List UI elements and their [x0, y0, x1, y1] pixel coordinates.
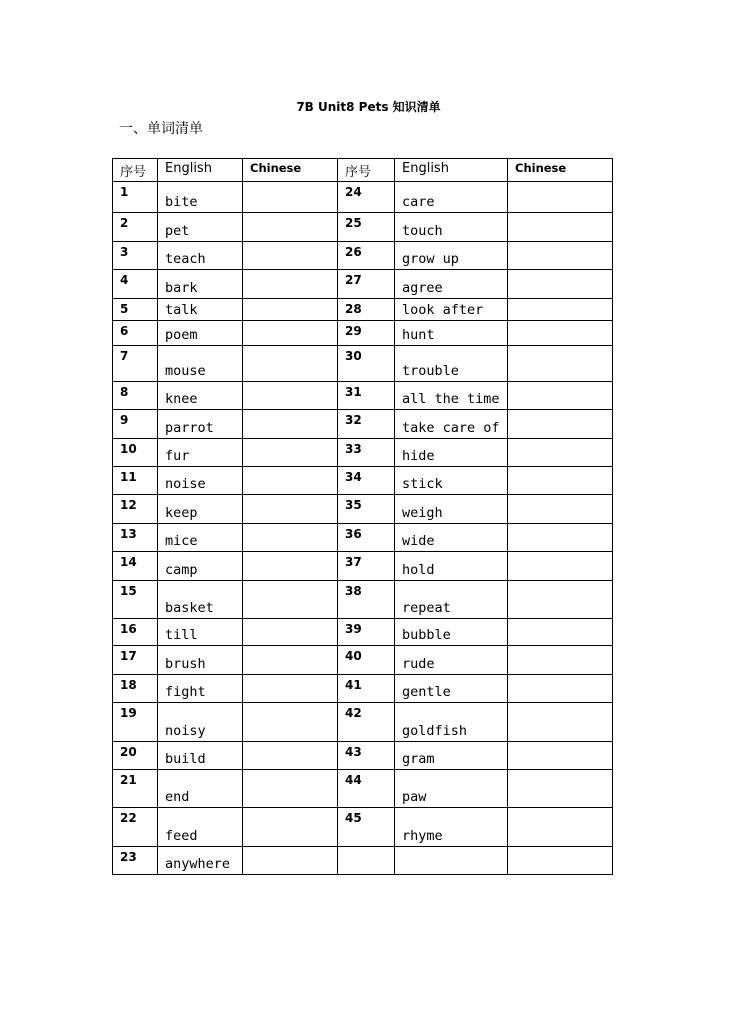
- chinese-blank-left: [243, 524, 338, 552]
- chinese-blank-right: [508, 675, 613, 703]
- chinese-blank-right: [508, 581, 613, 619]
- row-number-left: 23: [113, 847, 158, 875]
- english-word-right: bubble: [395, 619, 508, 646]
- table-row: [113, 675, 613, 703]
- english-word-right: hide: [395, 439, 508, 467]
- table-row: [113, 646, 613, 675]
- table-row: [113, 346, 613, 382]
- chinese-blank-left: [243, 346, 338, 382]
- english-word-right: hold: [395, 552, 508, 581]
- table-row: [113, 299, 613, 321]
- chinese-blank-left: [243, 382, 338, 410]
- row-number-left: 17: [113, 646, 158, 675]
- chinese-blank-left: [243, 646, 338, 675]
- row-number-left: 1: [113, 182, 158, 213]
- row-number-left: 11: [113, 467, 158, 495]
- row-number-right: 28: [338, 299, 395, 321]
- row-number-right: 25: [338, 213, 395, 242]
- english-word-left: camp: [158, 552, 243, 581]
- row-number-left: 9: [113, 410, 158, 439]
- table-row: [113, 213, 613, 242]
- english-word-left: build: [158, 742, 243, 770]
- english-word-left: end: [158, 770, 243, 808]
- chinese-blank-right: [508, 703, 613, 742]
- english-word-right: agree: [395, 270, 508, 299]
- chinese-blank-left: [243, 770, 338, 808]
- row-number-right: 32: [338, 410, 395, 439]
- chinese-blank-right: [508, 808, 613, 847]
- row-number-left: 10: [113, 439, 158, 467]
- header-chinese-left: Chinese: [243, 159, 338, 182]
- english-word-left: parrot: [158, 410, 243, 439]
- table-row: [113, 770, 613, 808]
- table-row: [113, 182, 613, 213]
- english-word-left: fight: [158, 675, 243, 703]
- header-index-right: 序号: [338, 159, 395, 182]
- chinese-blank-left: [243, 742, 338, 770]
- row-number-left: 2: [113, 213, 158, 242]
- row-number-right: 24: [338, 182, 395, 213]
- chinese-blank-left: [243, 581, 338, 619]
- table-row: [113, 808, 613, 847]
- chinese-blank-right: [508, 552, 613, 581]
- chinese-blank-left: [243, 182, 338, 213]
- english-word-left: till: [158, 619, 243, 646]
- row-number-right: 43: [338, 742, 395, 770]
- english-word-right: grow up: [395, 242, 508, 270]
- english-word-right: look after: [395, 299, 508, 321]
- chinese-blank-right: [508, 439, 613, 467]
- table-row: [113, 270, 613, 299]
- table-row: [113, 619, 613, 646]
- chinese-blank-left: [243, 299, 338, 321]
- chinese-blank-right: [508, 346, 613, 382]
- english-word-left: teach: [158, 242, 243, 270]
- english-word-left: basket: [158, 581, 243, 619]
- row-number-right: 30: [338, 346, 395, 382]
- row-number-left: 6: [113, 321, 158, 346]
- chinese-blank-right: [508, 847, 613, 875]
- chinese-blank-left: [243, 213, 338, 242]
- row-number-left: 15: [113, 581, 158, 619]
- chinese-blank-left: [243, 467, 338, 495]
- row-number-left: 8: [113, 382, 158, 410]
- chinese-blank-left: [243, 439, 338, 467]
- row-number-left: 16: [113, 619, 158, 646]
- header-english-left: English: [158, 159, 243, 182]
- row-number-left: 22: [113, 808, 158, 847]
- english-word-left: knee: [158, 382, 243, 410]
- row-number-right: 45: [338, 808, 395, 847]
- row-number-left: 5: [113, 299, 158, 321]
- english-word-right: trouble: [395, 346, 508, 382]
- english-word-right: weigh: [395, 495, 508, 524]
- english-word-left: pet: [158, 213, 243, 242]
- chinese-blank-left: [243, 242, 338, 270]
- table-row: [113, 495, 613, 524]
- row-number-right: 29: [338, 321, 395, 346]
- english-word-left: anywhere: [158, 847, 243, 875]
- chinese-blank-right: [508, 242, 613, 270]
- english-word-left: feed: [158, 808, 243, 847]
- chinese-blank-right: [508, 646, 613, 675]
- chinese-blank-left: [243, 321, 338, 346]
- row-number-right: 34: [338, 467, 395, 495]
- english-word-right: gentle: [395, 675, 508, 703]
- row-number-right: 41: [338, 675, 395, 703]
- english-word-left: talk: [158, 299, 243, 321]
- english-word-left: brush: [158, 646, 243, 675]
- row-number-left: 14: [113, 552, 158, 581]
- table-row: [113, 439, 613, 467]
- row-number-left: 7: [113, 346, 158, 382]
- chinese-blank-right: [508, 299, 613, 321]
- chinese-blank-left: [243, 808, 338, 847]
- chinese-blank-right: [508, 382, 613, 410]
- table-row: [113, 382, 613, 410]
- english-word-right: wide: [395, 524, 508, 552]
- chinese-blank-left: [243, 847, 338, 875]
- row-number-left: 19: [113, 703, 158, 742]
- english-word-right: touch: [395, 213, 508, 242]
- english-word-left: fur: [158, 439, 243, 467]
- english-word-right: goldfish: [395, 703, 508, 742]
- table-header-row: [113, 159, 613, 182]
- table-row: [113, 742, 613, 770]
- english-word-right: paw: [395, 770, 508, 808]
- chinese-blank-right: [508, 270, 613, 299]
- header-index-left: 序号: [113, 159, 158, 182]
- row-number-left: 4: [113, 270, 158, 299]
- english-word-right: all the time: [395, 382, 508, 410]
- vocabulary-table: [112, 158, 613, 875]
- table-row: [113, 847, 613, 875]
- english-word-left: noise: [158, 467, 243, 495]
- table-row: [113, 242, 613, 270]
- chinese-blank-left: [243, 495, 338, 524]
- section-heading: 一、单词清单: [119, 121, 203, 137]
- row-number-right: 44: [338, 770, 395, 808]
- table-row: [113, 552, 613, 581]
- chinese-blank-left: [243, 675, 338, 703]
- english-word-right: rhyme: [395, 808, 508, 847]
- row-number-left: 3: [113, 242, 158, 270]
- english-word-left: mouse: [158, 346, 243, 382]
- chinese-blank-right: [508, 182, 613, 213]
- row-number-right: [338, 847, 395, 875]
- english-word-right: repeat: [395, 581, 508, 619]
- english-word-right: [395, 847, 508, 875]
- table-row: [113, 321, 613, 346]
- row-number-right: 38: [338, 581, 395, 619]
- table-row: [113, 524, 613, 552]
- english-word-left: bite: [158, 182, 243, 213]
- chinese-blank-right: [508, 410, 613, 439]
- english-word-left: keep: [158, 495, 243, 524]
- chinese-blank-right: [508, 495, 613, 524]
- chinese-blank-right: [508, 321, 613, 346]
- row-number-right: 39: [338, 619, 395, 646]
- row-number-right: 42: [338, 703, 395, 742]
- table-row: [113, 467, 613, 495]
- chinese-blank-left: [243, 619, 338, 646]
- row-number-right: 40: [338, 646, 395, 675]
- english-word-left: noisy: [158, 703, 243, 742]
- header-english-right: English: [395, 159, 508, 182]
- row-number-right: 27: [338, 270, 395, 299]
- row-number-right: 33: [338, 439, 395, 467]
- english-word-left: poem: [158, 321, 243, 346]
- chinese-blank-right: [508, 619, 613, 646]
- chinese-blank-right: [508, 213, 613, 242]
- row-number-left: 12: [113, 495, 158, 524]
- row-number-right: 36: [338, 524, 395, 552]
- english-word-left: bark: [158, 270, 243, 299]
- row-number-right: 35: [338, 495, 395, 524]
- table-row: [113, 703, 613, 742]
- table-row: [113, 410, 613, 439]
- chinese-blank-left: [243, 410, 338, 439]
- row-number-right: 37: [338, 552, 395, 581]
- english-word-right: stick: [395, 467, 508, 495]
- header-chinese-right: Chinese: [508, 159, 613, 182]
- english-word-right: care: [395, 182, 508, 213]
- english-word-right: rude: [395, 646, 508, 675]
- english-word-right: gram: [395, 742, 508, 770]
- row-number-right: 26: [338, 242, 395, 270]
- english-word-right: take care of: [395, 410, 508, 439]
- chinese-blank-right: [508, 742, 613, 770]
- table-row: [113, 581, 613, 619]
- chinese-blank-right: [508, 524, 613, 552]
- english-word-right: hunt: [395, 321, 508, 346]
- chinese-blank-left: [243, 552, 338, 581]
- row-number-right: 31: [338, 382, 395, 410]
- row-number-left: 13: [113, 524, 158, 552]
- row-number-left: 20: [113, 742, 158, 770]
- chinese-blank-left: [243, 703, 338, 742]
- row-number-left: 18: [113, 675, 158, 703]
- chinese-blank-right: [508, 467, 613, 495]
- row-number-left: 21: [113, 770, 158, 808]
- english-word-left: mice: [158, 524, 243, 552]
- chinese-blank-right: [508, 770, 613, 808]
- document-title: 7B Unit8 Pets 知识清单: [296, 100, 441, 114]
- chinese-blank-left: [243, 270, 338, 299]
